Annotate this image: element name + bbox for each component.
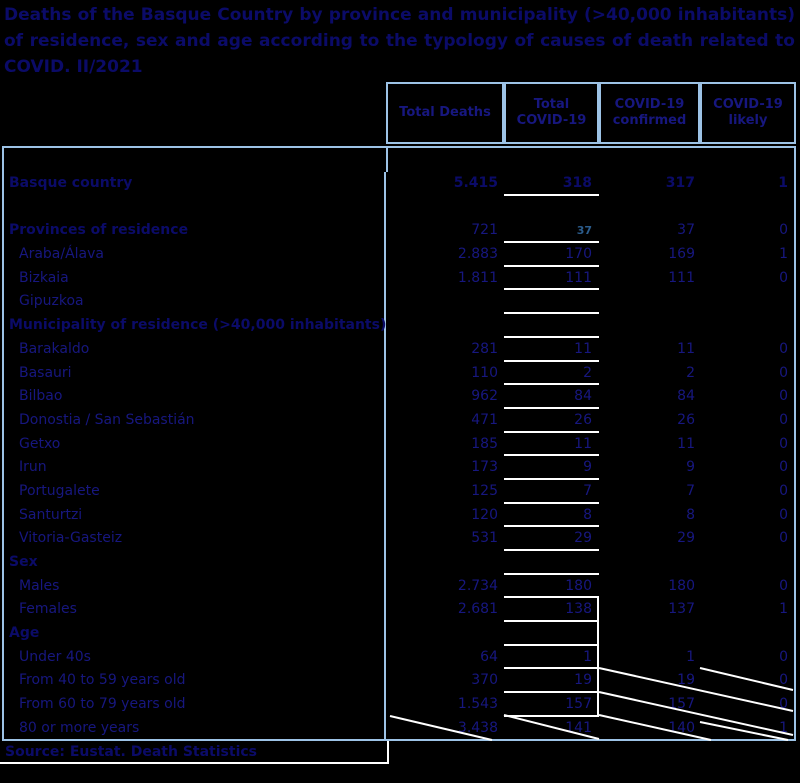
cell-value: 471 xyxy=(471,411,498,428)
cell-value: 110 xyxy=(471,364,498,381)
cell-value xyxy=(504,314,599,338)
cell-value: 1.811 xyxy=(457,269,498,286)
cell-value: 1 xyxy=(779,719,788,736)
cell-value: 180 xyxy=(668,577,695,594)
table-row xyxy=(4,219,794,243)
row-label: Portugalete xyxy=(4,480,386,504)
cell-value xyxy=(386,622,504,646)
cell-value: 19 xyxy=(677,672,695,689)
cell-value: 2.734 xyxy=(457,577,498,594)
cell-value: 2.883 xyxy=(457,246,498,263)
table-row xyxy=(4,622,794,646)
cell-value: 111 xyxy=(504,267,599,291)
row-label: Vitoria-Gasteiz xyxy=(4,527,386,551)
cell-value xyxy=(504,551,599,575)
cell-value: 11 xyxy=(677,340,695,357)
cell-value: 0 xyxy=(779,672,788,689)
row-label: From 40 to 59 years old xyxy=(4,669,386,693)
cell-value: 0 xyxy=(779,696,788,713)
cell-value xyxy=(700,622,794,646)
cell-value: 1 xyxy=(779,246,788,263)
cell-value xyxy=(386,551,504,575)
row-label: Irun xyxy=(4,456,386,480)
data-table xyxy=(2,146,796,741)
cell-value: 0 xyxy=(779,340,788,357)
row-label: From 60 to 79 years old xyxy=(4,693,386,717)
column-header-total-covid: Total COVID-19 xyxy=(504,82,599,144)
cell-value: 11 xyxy=(504,433,599,457)
cell-value: 2 xyxy=(686,364,695,381)
table-row xyxy=(4,267,794,291)
table-row xyxy=(4,669,794,693)
cell-value: 2.681 xyxy=(457,601,498,618)
cell-value xyxy=(599,551,700,575)
row-label: Females xyxy=(4,598,386,622)
cell-value: 157 xyxy=(504,693,599,717)
cell-value: 3.438 xyxy=(457,719,498,736)
row-label: Under 40s xyxy=(4,646,386,670)
table-row xyxy=(4,575,794,599)
row-label: Barakaldo xyxy=(4,338,386,362)
row-label: Gipuzkoa xyxy=(4,290,386,314)
cell-value xyxy=(599,290,700,314)
cell-value xyxy=(599,196,700,220)
cell-value: 29 xyxy=(677,530,695,547)
table-row xyxy=(4,196,794,220)
cell-value: 37 xyxy=(677,222,695,239)
table-row xyxy=(4,693,794,717)
cell-value: 1 xyxy=(778,175,788,191)
row-label: Santurtzi xyxy=(4,504,386,528)
cell-value xyxy=(504,196,599,220)
cell-value: 281 xyxy=(471,340,498,357)
cell-value xyxy=(700,196,794,220)
cell-value: 185 xyxy=(471,435,498,452)
cell-value: 1 xyxy=(504,646,599,670)
cell-value: 7 xyxy=(504,480,599,504)
row-label: Municipality of residence (>40,000 inhabitants) xyxy=(4,314,386,338)
cell-value xyxy=(386,290,504,314)
row-label: Age xyxy=(4,622,386,646)
row-label: Basauri xyxy=(4,362,386,386)
row-label: Bizkaia xyxy=(4,267,386,291)
table-row xyxy=(4,385,794,409)
column-header-covid-likely: COVID-19 likely xyxy=(700,82,796,144)
page-title: Deaths of the Basque Country by province and municipality (>40,000 inhabitants) of residence, sex and age according to the typology of causes of death related to COVID. II/2021 xyxy=(4,5,795,77)
cell-value: 2 xyxy=(504,362,599,386)
cell-value: 318 xyxy=(504,172,599,196)
cell-value: 0 xyxy=(779,222,788,239)
cell-value: 120 xyxy=(471,506,498,523)
cell-value: 1.543 xyxy=(457,696,498,713)
table-row xyxy=(4,409,794,433)
cell-value: 0 xyxy=(779,269,788,286)
cell-value: 37 xyxy=(504,219,599,243)
cell-value xyxy=(599,622,700,646)
cell-value: 180 xyxy=(504,575,599,599)
cell-value: 26 xyxy=(677,411,695,428)
row-label xyxy=(4,196,386,220)
cell-value: 0 xyxy=(779,577,788,594)
source-note: Source: Eustat. Death Statistics xyxy=(5,744,257,760)
column-header-total-deaths: Total Deaths xyxy=(386,82,504,144)
cell-value: 138 xyxy=(504,598,599,622)
cell-value: 0 xyxy=(779,411,788,428)
row-label: Bilbao xyxy=(4,385,386,409)
cell-value: 125 xyxy=(471,482,498,499)
cell-value: 0 xyxy=(779,364,788,381)
cell-value: 0 xyxy=(779,388,788,405)
cell-value: 5.415 xyxy=(453,175,498,191)
table-row xyxy=(4,290,794,314)
cell-value: 137 xyxy=(668,601,695,618)
cell-value: 26 xyxy=(504,409,599,433)
cell-value: 317 xyxy=(665,175,695,191)
cell-value: 8 xyxy=(686,506,695,523)
cell-value: 11 xyxy=(677,435,695,452)
table-row xyxy=(4,480,794,504)
table-row xyxy=(4,551,794,575)
row-label: Araba/Álava xyxy=(4,243,386,267)
cell-value: 173 xyxy=(471,459,498,476)
cell-value: 1 xyxy=(686,648,695,665)
cell-value xyxy=(700,290,794,314)
table-top-spacer xyxy=(4,148,388,172)
row-label: Basque country xyxy=(4,172,386,196)
table-row xyxy=(4,314,794,338)
table-row xyxy=(4,338,794,362)
cell-value: 157 xyxy=(668,696,695,713)
cell-value: 8 xyxy=(504,504,599,528)
cell-value: 9 xyxy=(686,459,695,476)
cell-value: 0 xyxy=(779,506,788,523)
cell-value xyxy=(386,314,504,338)
cell-value: 29 xyxy=(504,527,599,551)
row-label: Provinces of residence xyxy=(4,219,386,243)
table-row xyxy=(4,717,794,741)
cell-value: 84 xyxy=(677,388,695,405)
cell-value xyxy=(700,314,794,338)
cell-value: 140 xyxy=(668,719,695,736)
cell-value: 0 xyxy=(779,530,788,547)
row-label: Males xyxy=(4,575,386,599)
cell-value: 64 xyxy=(480,648,498,665)
cell-value xyxy=(386,196,504,220)
cell-value: 169 xyxy=(668,246,695,263)
cell-value: 721 xyxy=(471,222,498,239)
table-row xyxy=(4,456,794,480)
cell-value xyxy=(504,622,599,646)
table-row xyxy=(4,527,794,551)
cell-value: 0 xyxy=(779,648,788,665)
cell-value: 111 xyxy=(668,269,695,286)
table-row xyxy=(4,598,794,622)
cell-value: 84 xyxy=(504,385,599,409)
cell-value: 141 xyxy=(565,719,592,736)
table-row xyxy=(4,646,794,670)
column-header-covid-confirmed: COVID-19 confirmed xyxy=(599,82,700,144)
cell-value: 1 xyxy=(779,601,788,618)
cell-value: 531 xyxy=(471,530,498,547)
row-label: 80 or more years xyxy=(4,717,386,741)
row-label: Getxo xyxy=(4,433,386,457)
cell-value: 19 xyxy=(504,669,599,693)
table-row xyxy=(4,504,794,528)
cell-value: 7 xyxy=(686,482,695,499)
table-row xyxy=(4,433,794,457)
cell-value: 9 xyxy=(504,456,599,480)
table-row xyxy=(4,243,794,267)
table-row xyxy=(4,172,794,196)
cell-value xyxy=(504,290,599,314)
cell-value: 370 xyxy=(471,672,498,689)
cell-value: 11 xyxy=(504,338,599,362)
row-label: Donostia / San Sebastián xyxy=(4,409,386,433)
row-label: Sex xyxy=(4,551,386,575)
cell-value: 170 xyxy=(504,243,599,267)
cell-value xyxy=(599,314,700,338)
table-row xyxy=(4,362,794,386)
cell-value: 962 xyxy=(471,388,498,405)
cell-value: 0 xyxy=(779,482,788,499)
cell-value xyxy=(700,551,794,575)
cell-value: 0 xyxy=(779,435,788,452)
table-rows xyxy=(4,172,794,741)
cell-value: 0 xyxy=(779,459,788,476)
